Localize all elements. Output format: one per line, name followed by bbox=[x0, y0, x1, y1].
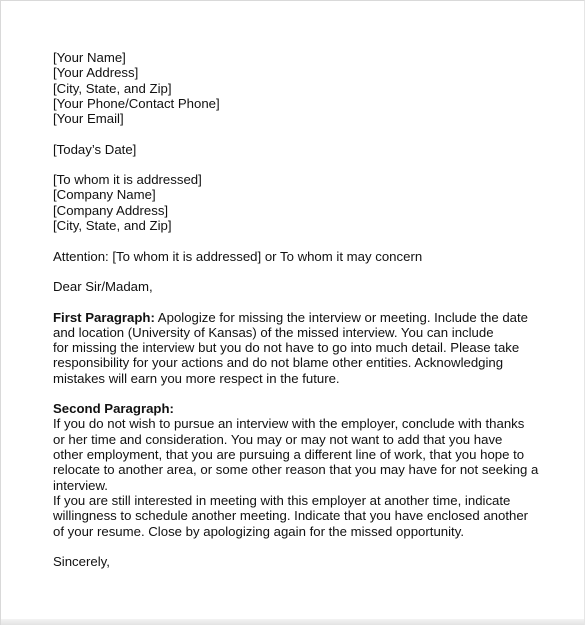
recipient-city-state-zip: [City, State, and Zip] bbox=[53, 218, 172, 234]
closing: Sincerely, bbox=[53, 554, 110, 570]
sender-address: [Your Address] bbox=[53, 65, 139, 81]
paragraph-line: relocate to another area, or some other reason that you may have for not seeking a bbox=[53, 462, 539, 478]
paragraph-line: mistakes will earn you more respect in the future. bbox=[53, 370, 340, 386]
paragraph-line: If you are still interested in meeting with this employer at another time, indicate bbox=[53, 492, 511, 508]
paragraph-line: responsibility for your actions and do not blame other entities. Acknowledging bbox=[53, 355, 504, 371]
paragraph-line: If you do not wish to pursue an interview with the employer, conclude with thanks bbox=[53, 416, 525, 432]
paragraph-line: and location (University of Kansas) of the missed interview. You can include bbox=[53, 324, 494, 340]
spacer bbox=[53, 233, 585, 248]
paragraph-line bbox=[53, 310, 585, 325]
sender-email: [Your Email] bbox=[53, 111, 124, 127]
first-paragraph-label: First Paragraph: bbox=[53, 309, 155, 325]
letter-date: [Today’s Date] bbox=[53, 141, 137, 157]
second-paragraph bbox=[53, 401, 585, 539]
sender-phone: [Your Phone/Contact Phone] bbox=[53, 95, 220, 111]
recipient-block bbox=[53, 172, 585, 233]
spacer bbox=[53, 294, 585, 309]
sender-name: [Your Name] bbox=[53, 50, 126, 65]
sender-block bbox=[53, 50, 585, 126]
paragraph-line: other employment, that you are pursuing a different line of work, that you hope to bbox=[53, 447, 525, 463]
spacer bbox=[53, 157, 585, 172]
recipient-name: [To whom it is addressed] bbox=[53, 172, 202, 188]
paragraph-line: interview. bbox=[53, 477, 108, 493]
spacer bbox=[53, 264, 585, 279]
first-paragraph bbox=[53, 310, 585, 386]
paragraph-line: for missing the interview but you do not have to go into much detail. Please take bbox=[53, 340, 520, 356]
paragraph-line: or her time and consideration. You may or may not want to add that you have bbox=[53, 431, 503, 447]
sender-city-state-zip: [City, State, and Zip] bbox=[53, 80, 172, 96]
spacer bbox=[53, 539, 585, 554]
spacer bbox=[53, 126, 585, 141]
recipient-company-address: [Company Address] bbox=[53, 202, 169, 218]
paragraph-line: of your resume. Close by apologizing again for the missed opportunity. bbox=[53, 523, 464, 539]
spacer bbox=[53, 386, 585, 401]
second-paragraph-label: Second Paragraph: bbox=[53, 401, 174, 417]
recipient-company: [Company Name] bbox=[53, 187, 156, 203]
paragraph-text: Apologize for missing the interview or meeting. Include the date bbox=[154, 309, 528, 325]
paragraph-line: willingness to schedule another meeting. Indicate that you have enclosed another bbox=[53, 508, 529, 524]
salutation: Dear Sir/Madam, bbox=[53, 279, 153, 295]
letter-content bbox=[53, 50, 585, 569]
attention-line: Attention: [To whom it is addressed] or To whom it may concern bbox=[53, 248, 423, 264]
